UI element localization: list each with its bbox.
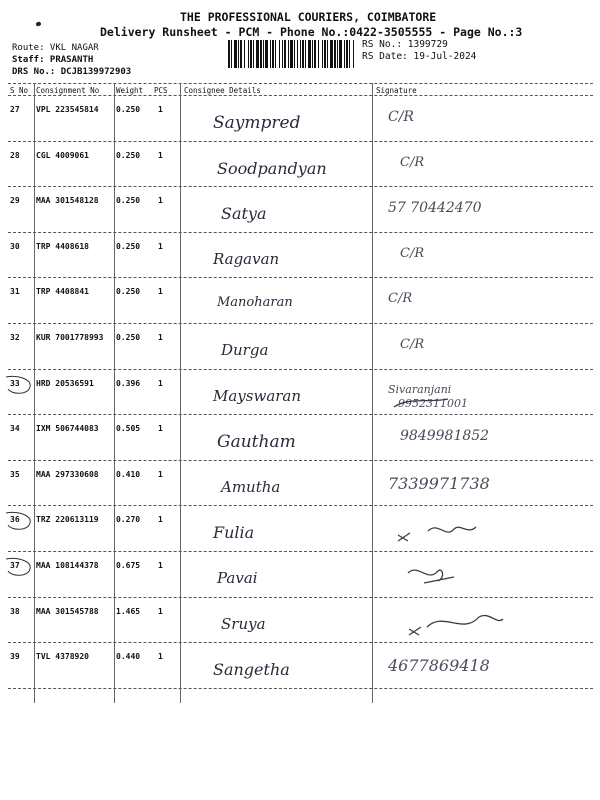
cell-pcs: 1 xyxy=(158,607,163,616)
row-divider xyxy=(8,232,593,233)
barcode-bar xyxy=(337,40,338,68)
barcode-bar xyxy=(314,40,316,68)
cell-sno: 37 xyxy=(10,561,20,570)
consignee-handwriting: Mayswaran xyxy=(213,387,302,405)
col-header-signature: Signature xyxy=(376,86,417,95)
consignee-handwriting: Ragavan xyxy=(213,250,280,268)
barcode-bar xyxy=(256,40,259,68)
barcode-bar xyxy=(253,40,254,68)
check-mark xyxy=(2,509,36,533)
signature-handwriting: C/R xyxy=(400,246,425,261)
document-title: THE PROFESSIONAL COURIERS, COIMBATORE xyxy=(180,10,437,24)
signature-phone: 9952311001 xyxy=(398,397,468,410)
row-divider xyxy=(8,141,593,142)
cell-weight: 0.250 xyxy=(116,242,141,251)
signature-handwriting: Sivaranjani xyxy=(388,383,452,396)
barcode-bar xyxy=(265,40,268,68)
col-divider xyxy=(372,83,373,703)
cell-sno: 28 xyxy=(10,151,20,160)
cell-pcs: 1 xyxy=(158,379,163,388)
document-subtitle: Delivery Runsheet - PCM - Phone No.:0422-3505555 - Page No.:3 xyxy=(100,25,523,39)
signature-scribble xyxy=(398,563,548,593)
cell-weight: 0.250 xyxy=(116,196,141,205)
barcode-bar xyxy=(324,40,326,68)
route-label: Route: VKL NAGAR xyxy=(12,43,99,53)
barcode-bar xyxy=(263,40,264,68)
col-divider xyxy=(114,83,115,703)
table-top-rule xyxy=(8,83,593,84)
cell-sno: 27 xyxy=(10,105,20,114)
barcode-bar xyxy=(288,40,289,68)
cell-pcs: 1 xyxy=(158,287,163,296)
cell-consignment: CGL 4009061 xyxy=(36,151,89,160)
cell-sno: 33 xyxy=(10,379,20,388)
cell-sno: 31 xyxy=(10,287,20,296)
cell-consignment: HRD 20536591 xyxy=(36,379,94,388)
signature-scribble xyxy=(388,517,538,547)
barcode-bar xyxy=(353,40,354,68)
consignee-handwriting: Saympred xyxy=(213,113,301,133)
cell-sno: 32 xyxy=(10,333,20,342)
cell-pcs: 1 xyxy=(158,515,163,524)
row-divider xyxy=(8,642,593,643)
cell-consignment: TRP 4408618 xyxy=(36,242,89,251)
barcode-bar xyxy=(305,40,306,68)
cell-pcs: 1 xyxy=(158,151,163,160)
barcode-bar xyxy=(248,40,249,68)
ink-dot xyxy=(35,21,41,26)
col-header-consignment: Consignment No xyxy=(36,86,100,95)
cell-weight: 0.250 xyxy=(116,151,141,160)
row-divider xyxy=(8,505,593,506)
cell-consignment: MAA 108144378 xyxy=(36,561,99,570)
barcode-bar xyxy=(234,40,237,68)
barcode-bar xyxy=(279,40,280,68)
barcode-bar xyxy=(346,40,348,68)
barcode-bar xyxy=(228,40,230,68)
barcode-bar xyxy=(322,40,323,68)
consignee-handwriting: Fulia xyxy=(213,523,255,542)
row-divider xyxy=(8,323,593,324)
consignee-handwriting: Pavai xyxy=(217,569,258,587)
signature-handwriting: C/R xyxy=(388,109,414,125)
barcode-bar xyxy=(294,40,295,68)
row-divider xyxy=(8,277,593,278)
row-divider xyxy=(8,551,593,552)
barcode-bar xyxy=(327,40,328,68)
barcode-bar xyxy=(344,40,345,68)
signature-handwriting: 7339971738 xyxy=(388,474,490,493)
cell-sno: 36 xyxy=(10,515,20,524)
cell-sno: 38 xyxy=(10,607,20,616)
signature-handwriting: 57 70442470 xyxy=(388,200,482,216)
cell-weight: 0.410 xyxy=(116,470,141,479)
signature-handwriting: C/R xyxy=(400,155,425,170)
cell-weight: 0.270 xyxy=(116,515,141,524)
barcode-bar xyxy=(308,40,311,68)
row-divider xyxy=(8,597,593,598)
cell-weight: 0.440 xyxy=(116,652,141,661)
row-divider xyxy=(8,414,593,415)
signature-handwriting: C/R xyxy=(388,291,413,306)
cell-weight: 0.675 xyxy=(116,561,141,570)
cell-sno: 29 xyxy=(10,196,20,205)
barcode-bar xyxy=(240,40,242,68)
cell-sno: 39 xyxy=(10,652,20,661)
cell-pcs: 1 xyxy=(158,333,163,342)
cell-pcs: 1 xyxy=(158,652,163,661)
runsheet-table xyxy=(8,83,593,703)
col-header-pcs: PCS xyxy=(154,86,168,95)
cell-consignment: MAA 297330608 xyxy=(36,470,99,479)
row-divider xyxy=(8,369,593,370)
table-header-rule xyxy=(8,95,593,96)
barcode-bar xyxy=(330,40,333,68)
barcode-bar xyxy=(349,40,350,68)
consignee-handwriting: Durga xyxy=(221,341,269,359)
col-header-consignee: Consignee Details xyxy=(184,86,261,95)
barcode-bar xyxy=(312,40,313,68)
barcode xyxy=(228,40,356,68)
cell-pcs: 1 xyxy=(158,105,163,114)
cell-consignment: MAA 301545788 xyxy=(36,607,99,616)
cell-weight: 1.465 xyxy=(116,607,141,616)
row-divider xyxy=(8,460,593,461)
col-divider xyxy=(180,83,181,703)
cell-pcs: 1 xyxy=(158,424,163,433)
col-header-sno: S No xyxy=(10,86,29,95)
consignee-handwriting: Amutha xyxy=(221,478,281,496)
cell-consignment: TRZ 220613119 xyxy=(36,515,99,524)
barcode-bar xyxy=(300,40,301,68)
rs-date: RS Date: 19-Jul-2024 xyxy=(362,51,477,62)
barcode-bar xyxy=(318,40,319,68)
consignee-handwriting: Sruya xyxy=(221,615,266,633)
cell-pcs: 1 xyxy=(158,242,163,251)
consignee-handwriting: Gautham xyxy=(217,432,296,452)
check-mark xyxy=(2,373,36,397)
barcode-bar xyxy=(270,40,271,68)
cell-weight: 0.250 xyxy=(116,333,141,342)
consignee-handwriting: Satya xyxy=(221,204,267,223)
cell-consignment: VPL 223545814 xyxy=(36,105,99,114)
rs-number: RS No.: 1399729 xyxy=(362,39,448,50)
cell-pcs: 1 xyxy=(158,470,163,479)
barcode-bar xyxy=(284,40,286,68)
cell-sno: 35 xyxy=(10,470,20,479)
barcode-bar xyxy=(244,40,245,68)
signature-scribble xyxy=(388,381,538,411)
col-header-weight: Weight xyxy=(116,86,144,95)
consignee-handwriting: Soodpandyan xyxy=(217,159,327,178)
staff-label: Staff: PRASANTH xyxy=(12,55,94,65)
cell-pcs: 1 xyxy=(158,196,163,205)
drs-label: DRS No.: DCJB139972903 xyxy=(12,67,132,77)
consignee-handwriting: Sangetha xyxy=(213,660,290,679)
signature-handwriting: 4677869418 xyxy=(388,656,490,675)
barcode-bar xyxy=(231,40,232,68)
cell-consignment: KUR 7001778993 xyxy=(36,333,104,342)
signature-handwriting: C/R xyxy=(400,337,425,352)
barcode-bar xyxy=(339,40,342,68)
cell-sno: 30 xyxy=(10,242,20,251)
barcode-bar xyxy=(275,40,276,68)
cell-weight: 0.505 xyxy=(116,424,141,433)
barcode-bar xyxy=(250,40,252,68)
barcode-bar xyxy=(302,40,304,68)
barcode-bar xyxy=(334,40,336,68)
cell-consignment: MAA 301548128 xyxy=(36,196,99,205)
row-divider xyxy=(8,688,593,689)
barcode-bar xyxy=(260,40,262,68)
consignee-handwriting: Manoharan xyxy=(217,295,293,310)
cell-weight: 0.396 xyxy=(116,379,141,388)
cell-consignment: TRP 4408841 xyxy=(36,287,89,296)
cell-weight: 0.250 xyxy=(116,105,141,114)
cell-pcs: 1 xyxy=(158,561,163,570)
barcode-bar xyxy=(272,40,274,68)
signature-handwriting: 9849981852 xyxy=(400,428,490,444)
cell-consignment: TVL 4378920 xyxy=(36,652,89,661)
cell-consignment: IXM 506744083 xyxy=(36,424,99,433)
cell-sno: 34 xyxy=(10,424,20,433)
barcode-bar xyxy=(282,40,283,68)
barcode-bar xyxy=(290,40,293,68)
row-divider xyxy=(8,186,593,187)
barcode-bar xyxy=(238,40,239,68)
cell-weight: 0.250 xyxy=(116,287,141,296)
barcode-bar xyxy=(297,40,298,68)
check-mark xyxy=(2,555,36,579)
signature-scribble xyxy=(403,609,553,639)
